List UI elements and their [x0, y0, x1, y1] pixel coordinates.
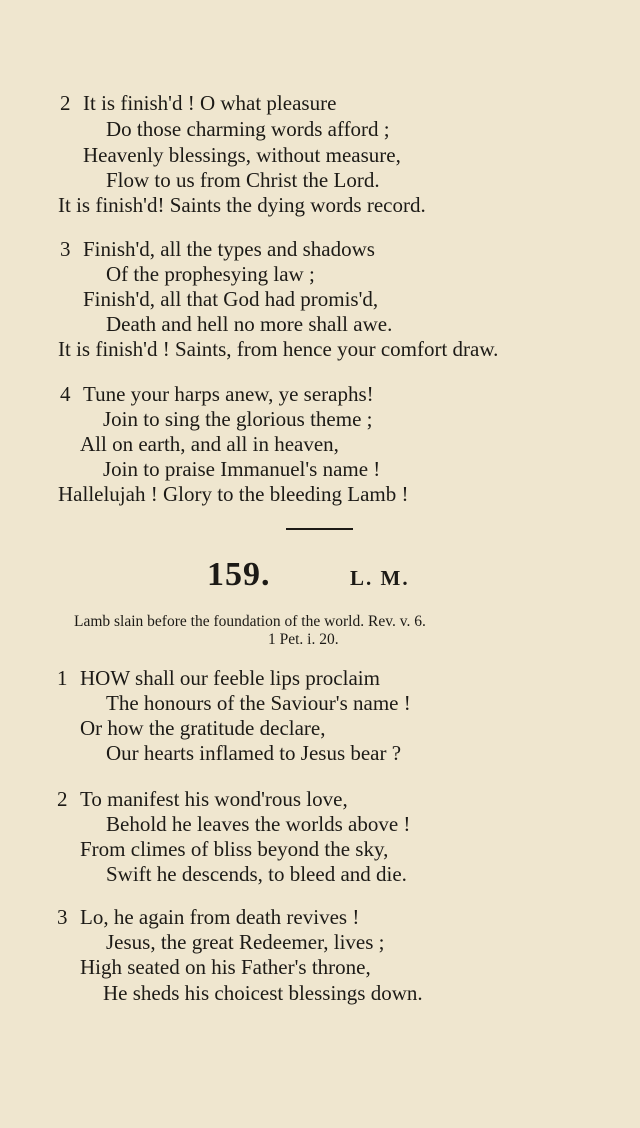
- hymn-subtitle: Lamb slain before the foundation of the world. Rev. v. 6.: [74, 613, 426, 630]
- hymn-meter: L. M.: [350, 566, 410, 590]
- stanza-number: 1: [57, 666, 68, 690]
- verse-line: It is finish'd ! Saints, from hence your comfort draw.: [58, 337, 499, 361]
- verse-line: Behold he leaves the worlds above !: [106, 812, 411, 836]
- stanza-number: 3: [60, 237, 71, 261]
- verse-line: Jesus, the great Redeemer, lives ;: [106, 930, 385, 954]
- verse-line: Tune your harps anew, ye seraphs!: [83, 382, 374, 406]
- verse-line: It is finish'd! Saints the dying words record.: [58, 193, 426, 217]
- verse-line: Hallelujah ! Glory to the bleeding Lamb !: [58, 482, 409, 506]
- verse-line: It is finish'd ! O what pleasure: [83, 91, 337, 115]
- stanza-number: 2: [60, 91, 71, 115]
- verse-line: From climes of bliss beyond the sky,: [80, 837, 389, 861]
- verse-line: Join to sing the glorious theme ;: [103, 407, 373, 431]
- verse-line: Of the prophesying law ;: [106, 262, 315, 286]
- stanza-number: 2: [57, 787, 68, 811]
- verse-line: All on earth, and all in heaven,: [80, 432, 339, 456]
- verse-line: Do those charming words afford ;: [106, 117, 390, 141]
- stanza-number: 3: [57, 905, 68, 929]
- stanza-number: 4: [60, 382, 71, 406]
- hymn-number: 159.: [207, 556, 271, 593]
- verse-line: Flow to us from Christ the Lord.: [106, 168, 380, 192]
- verse-line: HOW shall our feeble lips proclaim: [80, 666, 380, 690]
- verse-line: Death and hell no more shall awe.: [106, 312, 393, 336]
- verse-line: High seated on his Father's throne,: [80, 955, 371, 979]
- verse-line: Heavenly blessings, without measure,: [83, 143, 401, 167]
- verse-line: Finish'd, all the types and shadows: [83, 237, 375, 261]
- verse-line: Our hearts inflamed to Jesus bear ?: [106, 741, 402, 765]
- scripture-reference: 1 Pet. i. 20.: [268, 631, 339, 648]
- verse-line: Join to praise Immanuel's name !: [103, 457, 381, 481]
- verse-line: To manifest his wond'rous love,: [80, 787, 348, 811]
- verse-line: Or how the gratitude declare,: [80, 716, 326, 740]
- verse-line: He sheds his choicest blessings down.: [103, 981, 423, 1005]
- verse-line: Finish'd, all that God had promis'd,: [83, 287, 379, 311]
- section-divider: [286, 528, 353, 530]
- verse-line: Swift he descends, to bleed and die.: [106, 862, 407, 886]
- verse-line: Lo, he again from death revives !: [80, 905, 360, 929]
- verse-line: The honours of the Saviour's name !: [106, 691, 411, 715]
